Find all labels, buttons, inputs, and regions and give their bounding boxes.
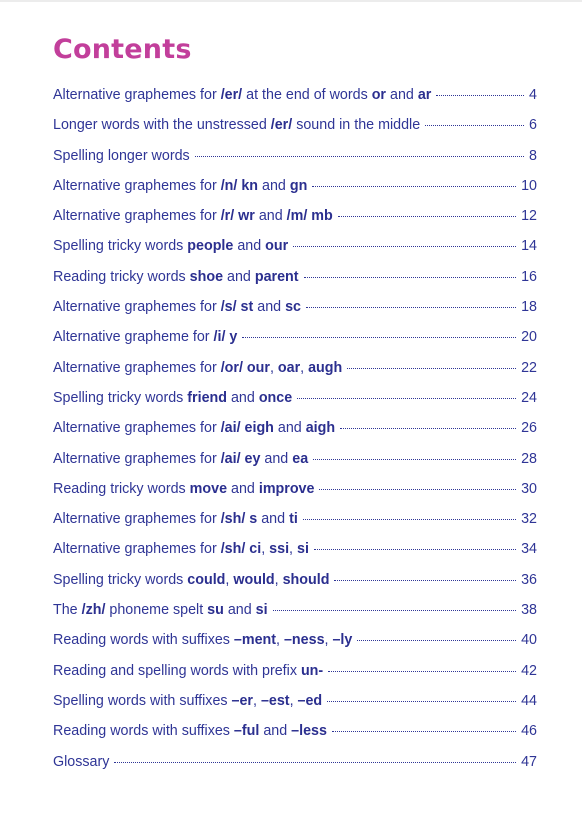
toc-entry-title-bold: ssi bbox=[269, 541, 290, 558]
toc-page-number: 16 bbox=[521, 268, 537, 285]
toc-entry-title-text: Spelling words with suffixes bbox=[53, 692, 232, 709]
toc-entry-title-text: , bbox=[274, 571, 283, 588]
toc-entry[interactable] bbox=[53, 541, 537, 571]
toc-page-number: 6 bbox=[529, 117, 537, 134]
toc-entry-title-text: and bbox=[253, 299, 286, 316]
toc-entry-title bbox=[53, 481, 314, 497]
toc-entry[interactable] bbox=[53, 481, 537, 511]
toc-dot-leader bbox=[114, 762, 516, 763]
toc-dot-leader bbox=[297, 398, 516, 399]
toc-entry-title-text: Alternative graphemes for bbox=[53, 511, 221, 528]
toc-entry-title-bold: people bbox=[187, 238, 234, 255]
toc-dot-leader bbox=[338, 216, 516, 217]
toc-entry-title-text: and bbox=[386, 87, 418, 103]
toc-entry[interactable] bbox=[53, 117, 537, 147]
toc-entry-title-text: and bbox=[254, 208, 287, 225]
toc-entry-title-bold: once bbox=[258, 389, 293, 406]
page-top-edge bbox=[0, 0, 582, 2]
toc-entry-title-text: Alternative graphemes for bbox=[53, 299, 221, 316]
toc-entry-title-bold: ar bbox=[417, 87, 432, 103]
toc-entry-title-bold: move bbox=[189, 480, 228, 497]
toc-entry-title-bold: augh bbox=[308, 359, 343, 376]
toc-page-number: 10 bbox=[521, 177, 537, 194]
toc-entry-title-text: at the end of words bbox=[242, 87, 372, 103]
toc-entry-title bbox=[53, 663, 323, 679]
toc-page-number: 22 bbox=[521, 359, 537, 376]
toc-entry-title bbox=[53, 632, 352, 648]
toc-entry-title-text: Alternative graphemes for bbox=[53, 87, 221, 103]
toc-entry[interactable] bbox=[53, 451, 537, 481]
table-of-contents bbox=[53, 87, 537, 784]
toc-entry[interactable] bbox=[53, 693, 537, 723]
toc-entry-title-bold: /m/ mb bbox=[286, 208, 333, 225]
toc-entry-title-text: , bbox=[289, 541, 297, 558]
toc-dot-leader bbox=[347, 368, 516, 369]
toc-entry-title-bold: would bbox=[233, 571, 275, 588]
toc-entry-title-bold: /ai/ eigh bbox=[220, 420, 274, 437]
toc-entry-title-text: Spelling tricky words bbox=[53, 571, 188, 588]
toc-entry-title-bold: si bbox=[297, 541, 309, 558]
toc-page-number: 47 bbox=[521, 753, 537, 770]
toc-entry-title bbox=[53, 178, 307, 194]
toc-entry-title-bold: /sh/ s bbox=[220, 511, 258, 528]
toc-entry-title-bold: shoe bbox=[189, 268, 224, 285]
toc-entry-title-bold: /er/ bbox=[220, 87, 243, 103]
toc-entry-title-text: Alternative graphemes for bbox=[53, 359, 221, 376]
toc-entry[interactable] bbox=[53, 663, 537, 693]
toc-dot-leader bbox=[195, 156, 524, 157]
toc-entry[interactable] bbox=[53, 754, 537, 784]
toc-entry-title-text: Alternative graphemes for bbox=[53, 450, 221, 467]
toc-entry-title bbox=[53, 451, 308, 467]
toc-page-number: 42 bbox=[521, 662, 537, 679]
toc-page-number: 18 bbox=[521, 299, 537, 316]
page-title: Contents bbox=[53, 34, 192, 65]
toc-dot-leader bbox=[328, 671, 516, 672]
toc-entry-title-text: and bbox=[257, 511, 290, 528]
toc-entry[interactable] bbox=[53, 269, 537, 299]
toc-entry-title-text: Spelling longer words bbox=[53, 147, 190, 164]
toc-entry-title-text: Longer words with the unstressed bbox=[53, 117, 271, 134]
toc-entry-title-text: and bbox=[227, 480, 259, 497]
toc-dot-leader bbox=[313, 459, 516, 460]
toc-entry[interactable] bbox=[53, 178, 537, 208]
toc-entry-title-text: The bbox=[53, 602, 82, 619]
toc-dot-leader bbox=[357, 640, 516, 641]
toc-page-number: 20 bbox=[521, 329, 537, 346]
toc-entry-title-bold: /zh/ bbox=[81, 602, 106, 619]
toc-entry-title-bold: un- bbox=[300, 662, 324, 679]
toc-entry-title bbox=[53, 390, 292, 406]
toc-entry-title bbox=[53, 754, 109, 770]
toc-entry-title bbox=[53, 511, 298, 527]
toc-entry-title-text: Reading tricky words bbox=[53, 268, 190, 285]
toc-entry-title-text: Alternative graphemes for bbox=[53, 420, 221, 437]
toc-entry-title-text: Alternative grapheme for bbox=[53, 329, 214, 346]
toc-entry[interactable] bbox=[53, 238, 537, 268]
toc-dot-leader bbox=[293, 246, 516, 247]
toc-page-number: 32 bbox=[521, 511, 537, 528]
toc-dot-leader bbox=[242, 337, 516, 338]
toc-entry-title-bold: su bbox=[207, 602, 224, 619]
toc-dot-leader bbox=[303, 519, 516, 520]
toc-entry-title-bold: si bbox=[255, 602, 268, 619]
toc-entry-title-text: and bbox=[223, 268, 255, 285]
toc-entry-title-bold: gn bbox=[289, 177, 308, 194]
toc-entry[interactable] bbox=[53, 299, 537, 329]
toc-entry-title-text: Glossary bbox=[53, 753, 110, 770]
toc-entry-title-bold: –ful bbox=[233, 723, 260, 740]
toc-entry-title-text: , bbox=[300, 359, 309, 376]
toc-entry-title-bold: improve bbox=[258, 480, 315, 497]
toc-entry-title-text: Alternative graphemes for bbox=[53, 208, 221, 225]
toc-entry-title-bold: /r/ wr bbox=[220, 208, 255, 225]
toc-page-number: 46 bbox=[521, 723, 537, 740]
toc-entry-title-bold: –est bbox=[260, 692, 290, 709]
toc-page-number: 38 bbox=[521, 602, 537, 619]
toc-entry-title-bold: could bbox=[187, 571, 226, 588]
toc-entry-title-text: and bbox=[260, 450, 293, 467]
toc-entry-title-bold: oar bbox=[277, 359, 301, 376]
toc-entry-title-bold: friend bbox=[187, 389, 227, 406]
toc-entry-title bbox=[53, 299, 301, 315]
toc-dot-leader bbox=[425, 125, 524, 126]
toc-dot-leader bbox=[314, 549, 516, 550]
toc-page-number: 44 bbox=[521, 692, 537, 709]
toc-entry-title-bold: ti bbox=[289, 511, 298, 528]
toc-entry-title-text: and bbox=[258, 177, 290, 194]
toc-entry-title-text: Alternative graphemes for bbox=[53, 177, 221, 194]
toc-dot-leader bbox=[327, 701, 516, 702]
toc-entry-title-text: , bbox=[261, 541, 270, 558]
toc-entry-title bbox=[53, 723, 327, 739]
toc-entry-title bbox=[53, 693, 322, 709]
toc-entry-title-bold: /i/ y bbox=[213, 329, 238, 346]
toc-entry-title bbox=[53, 238, 288, 254]
toc-entry-title-text: Reading tricky words bbox=[53, 480, 190, 497]
toc-page-number: 4 bbox=[529, 87, 537, 103]
toc-page-number: 14 bbox=[521, 238, 537, 255]
toc-entry-title-text: Reading words with suffixes bbox=[53, 723, 234, 740]
toc-entry-title bbox=[53, 269, 299, 285]
toc-entry-title-text: , bbox=[225, 571, 234, 588]
toc-entry[interactable] bbox=[53, 329, 537, 359]
toc-entry-title-bold: /s/ st bbox=[220, 299, 254, 316]
toc-entry[interactable] bbox=[53, 511, 537, 541]
toc-entry-title-bold: or bbox=[371, 87, 387, 103]
toc-entry-title bbox=[53, 572, 329, 588]
toc-entry-title-text: Spelling tricky words bbox=[53, 389, 188, 406]
toc-dot-leader bbox=[273, 610, 516, 611]
toc-dot-leader bbox=[332, 731, 516, 732]
toc-entry-title-bold: sc bbox=[285, 299, 301, 316]
toc-entry-title-bold: /or/ our bbox=[220, 359, 270, 376]
toc-entry-title-bold: –ly bbox=[332, 632, 353, 649]
toc-entry-title-bold: –er bbox=[231, 692, 253, 709]
toc-entry[interactable] bbox=[53, 632, 537, 662]
toc-entry-title-bold: –ed bbox=[297, 692, 323, 709]
toc-entry-title bbox=[53, 360, 342, 376]
toc-entry-title-text: phoneme spelt bbox=[105, 602, 208, 619]
toc-entry-title-bold: our bbox=[265, 238, 289, 255]
toc-entry-title-text: and bbox=[227, 389, 259, 406]
toc-page-number: 12 bbox=[521, 208, 537, 225]
toc-entry-title-bold: aigh bbox=[305, 420, 336, 437]
toc-entry-title-text: , bbox=[253, 692, 261, 709]
toc-dot-leader bbox=[340, 428, 516, 429]
toc-entry-title-bold: /n/ kn bbox=[220, 177, 259, 194]
toc-page-number: 8 bbox=[529, 147, 537, 164]
toc-dot-leader bbox=[304, 277, 517, 278]
toc-entry-title-bold: should bbox=[282, 571, 330, 588]
toc-entry-title bbox=[53, 117, 420, 133]
toc-entry-title-text: Spelling tricky words bbox=[53, 238, 188, 255]
toc-page-number: 34 bbox=[521, 541, 537, 558]
toc-entry-title-text: , bbox=[324, 632, 333, 649]
toc-entry-title bbox=[53, 541, 309, 557]
toc-entry-title-bold: /sh/ ci bbox=[220, 541, 262, 558]
toc-dot-leader bbox=[306, 307, 516, 308]
toc-entry-title-text: and bbox=[223, 602, 256, 619]
toc-entry-title-bold: ea bbox=[292, 450, 309, 467]
toc-entry[interactable] bbox=[53, 360, 537, 390]
toc-entry-title bbox=[53, 208, 333, 224]
toc-entry-title bbox=[53, 148, 190, 164]
toc-entry[interactable] bbox=[53, 390, 537, 420]
toc-entry-title-text: , bbox=[289, 692, 298, 709]
toc-entry[interactable] bbox=[53, 723, 537, 753]
toc-entry[interactable] bbox=[53, 572, 537, 602]
toc-entry-title-text: and bbox=[233, 238, 266, 255]
toc-entry-title-text: Reading and spelling words with prefix bbox=[53, 662, 301, 679]
toc-dot-leader bbox=[436, 95, 524, 96]
toc-page-number: 36 bbox=[521, 571, 537, 588]
toc-page-number: 40 bbox=[521, 632, 537, 649]
toc-entry-title bbox=[53, 329, 237, 345]
toc-page-number: 26 bbox=[521, 420, 537, 437]
toc-page-number: 30 bbox=[521, 480, 537, 497]
toc-entry-title-bold: –less bbox=[291, 723, 327, 740]
toc-entry-title-text: and bbox=[259, 723, 292, 740]
toc-dot-leader bbox=[312, 186, 516, 187]
toc-entry[interactable] bbox=[53, 602, 537, 632]
toc-entry-title-text: and bbox=[273, 420, 306, 437]
toc-dot-leader bbox=[334, 580, 516, 581]
toc-entry-title-bold: /er/ bbox=[270, 117, 293, 134]
toc-entry-title-text: , bbox=[269, 359, 278, 376]
toc-entry-title bbox=[53, 602, 268, 618]
toc-entry-title-text: Alternative graphemes for bbox=[53, 541, 221, 558]
toc-entry-title bbox=[53, 87, 431, 103]
toc-entry[interactable] bbox=[53, 208, 537, 238]
toc-entry-title-text: sound in the middle bbox=[292, 117, 421, 134]
toc-entry-title-text: Reading words with suffixes bbox=[53, 632, 234, 649]
toc-entry-title-bold: –ness bbox=[283, 632, 325, 649]
toc-entry[interactable] bbox=[53, 87, 537, 117]
toc-page-number: 28 bbox=[521, 450, 537, 467]
toc-entry-title-bold: /ai/ ey bbox=[220, 450, 261, 467]
toc-entry[interactable] bbox=[53, 148, 537, 178]
toc-entry[interactable] bbox=[53, 420, 537, 450]
toc-entry-title-bold: –ment bbox=[233, 632, 277, 649]
toc-entry-title bbox=[53, 420, 335, 436]
toc-page-number: 24 bbox=[521, 389, 537, 406]
toc-dot-leader bbox=[319, 489, 516, 490]
toc-entry-title-bold: parent bbox=[254, 268, 299, 285]
toc-entry-title-text: , bbox=[276, 632, 284, 649]
